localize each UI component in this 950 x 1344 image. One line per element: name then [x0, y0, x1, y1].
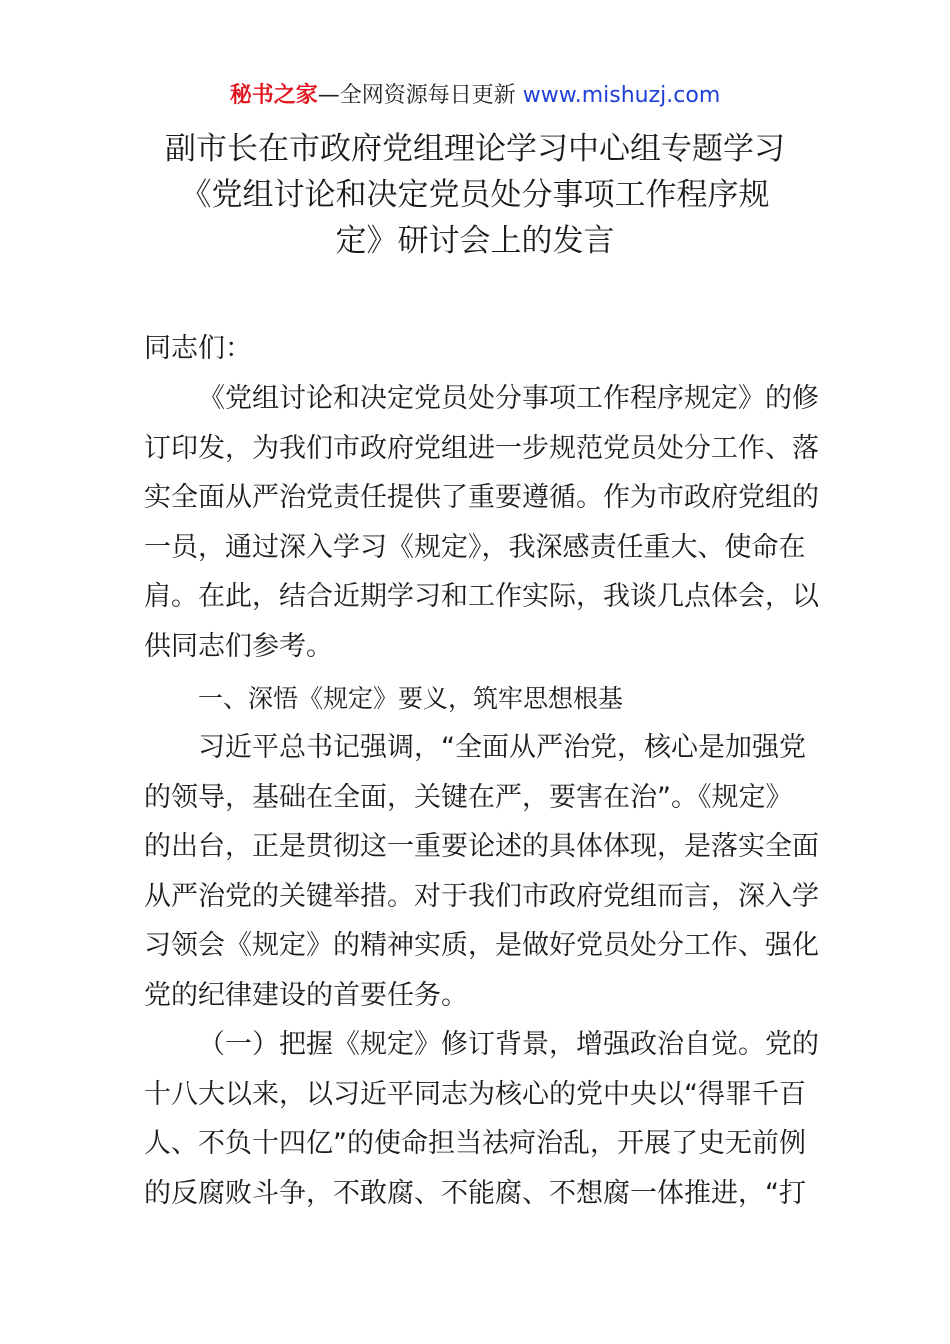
title-line-1: 副市长在市政府党组理论学习中心组专题学习	[165, 131, 785, 167]
paragraph-subsection1	[144, 1020, 819, 1218]
paragraph-intro	[144, 374, 819, 671]
header-tagline: —全网资源每日更新	[317, 83, 523, 108]
paragraph-line: 十八大以来，以习近平同志为核心的党中央以“得罪千百	[144, 1078, 806, 1110]
paragraph-line: 习领会《规定》的精神实质，是做好党员处分工作、强化	[144, 930, 819, 961]
salutation: 同志们：	[144, 333, 252, 364]
paragraph-line: （一）把握《规定》修订背景，增强政治自觉。党的	[198, 1029, 819, 1060]
paragraph-line: 从严治党的关键举措。对于我们市政府党组而言，深入学	[144, 880, 819, 912]
brand-name: 秘书之家	[229, 83, 318, 108]
paragraph-line: 《党组讨论和决定党员处分事项工作程序规定》的修	[198, 383, 819, 414]
site-header	[0, 80, 950, 112]
paragraph-line: 的出台，正是贯彻这一重要论述的具体体现，是落实全面	[144, 831, 819, 862]
paragraph-line: 习近平总书记强调，“全面从严治党，核心是加强党	[198, 732, 806, 763]
site-url-link[interactable]: www.mishuzj.com	[522, 83, 721, 108]
paragraph-section1	[144, 723, 819, 1020]
document-title	[120, 126, 830, 264]
title-line-3: 定》研讨会上的发言	[335, 223, 615, 259]
title-line-2: 《党组讨论和决定党员处分事项工作程序规	[180, 177, 770, 213]
paragraph-line: 订印发，为我们市政府党组进一步规范党员处分工作、落	[144, 432, 819, 464]
paragraph-line: 实全面从严治党责任提供了重要遵循。作为市政府党组的	[144, 482, 819, 513]
paragraph-line: 人、不负十四亿”的使命担当祛疴治乱，开展了史无前例	[144, 1128, 806, 1159]
paragraph-line: 的反腐败斗争，不敢腐、不能腐、不想腐一体推进，“打	[144, 1177, 806, 1209]
paragraph-line: 党的纪律建设的首要任务。	[144, 979, 468, 1011]
section-heading-1: 一、深悟《规定》要义，筑牢思想根基	[198, 684, 624, 713]
paragraph-line: 供同志们参考。	[144, 630, 333, 662]
paragraph-line: 的领导，基础在全面，关键在严，要害在治”。《规定》	[144, 781, 793, 813]
paragraph-line: 一员，通过深入学习《规定》，我深感责任重大、使命在	[144, 531, 806, 563]
paragraph-line: 肩。在此，结合近期学习和工作实际，我谈几点体会，以	[144, 581, 819, 612]
